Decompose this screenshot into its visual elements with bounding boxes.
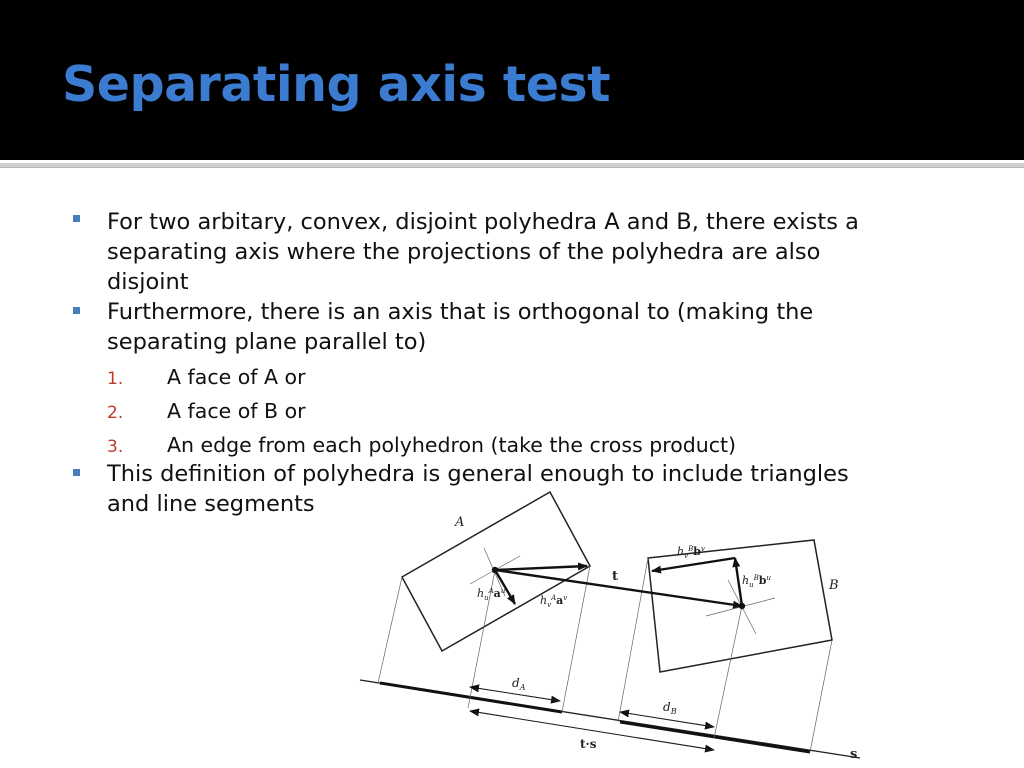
bullet-line: separating plane parallel to) (107, 329, 427, 355)
bullet-marker (73, 215, 80, 222)
label-ts: t·s (580, 737, 597, 751)
label-t: t (612, 569, 619, 584)
bullet-item (107, 297, 967, 357)
slide-title: Separating axis test (62, 56, 611, 113)
list-number: 1. (107, 369, 124, 389)
projection-b (620, 722, 810, 752)
label-hv-b: $h_v^Bb^v$ (677, 545, 705, 560)
list-item: An edge from each polyhedron (take the cross product) (167, 433, 737, 457)
label-hu-b: $h_u^Bb^u$ (742, 574, 771, 589)
label-hu-a: $h_u^Aa^u$ (477, 587, 506, 602)
bullet-line: and line segments (107, 491, 315, 517)
list-number: 2. (107, 403, 124, 423)
bullet-line: disjoint (107, 269, 189, 295)
bullet-line: separating axis where the projections of the polyhedra are also (107, 239, 821, 265)
label-da: $d_A$ (512, 676, 526, 692)
list-number: 3. (107, 437, 124, 457)
bullet-line: Furthermore, there is an axis that is orthogonal to (making the (107, 299, 814, 325)
bullet-item (107, 207, 967, 297)
bullet-line: For two arbitary, convex, disjoint polyhedra A and B, there exists a (107, 209, 859, 235)
label-s: s (850, 747, 858, 762)
list-item: A face of B or (167, 399, 306, 423)
label-hv-a: $h_v^Aa^v$ (540, 594, 568, 609)
bullet-marker (73, 307, 80, 314)
separating-axis-diagram (355, 490, 875, 768)
label-a: A (455, 515, 465, 530)
title-bar (0, 0, 1024, 160)
center-a (492, 567, 498, 573)
center-b (739, 603, 745, 609)
bullet-line: This definition of polyhedra is general enough to include triangles (107, 461, 849, 487)
label-b: B (829, 578, 839, 593)
list-item: A face of A or (167, 365, 306, 389)
title-divider (0, 163, 1024, 168)
bullet-marker (73, 469, 80, 476)
label-db: $d_B$ (663, 700, 677, 716)
